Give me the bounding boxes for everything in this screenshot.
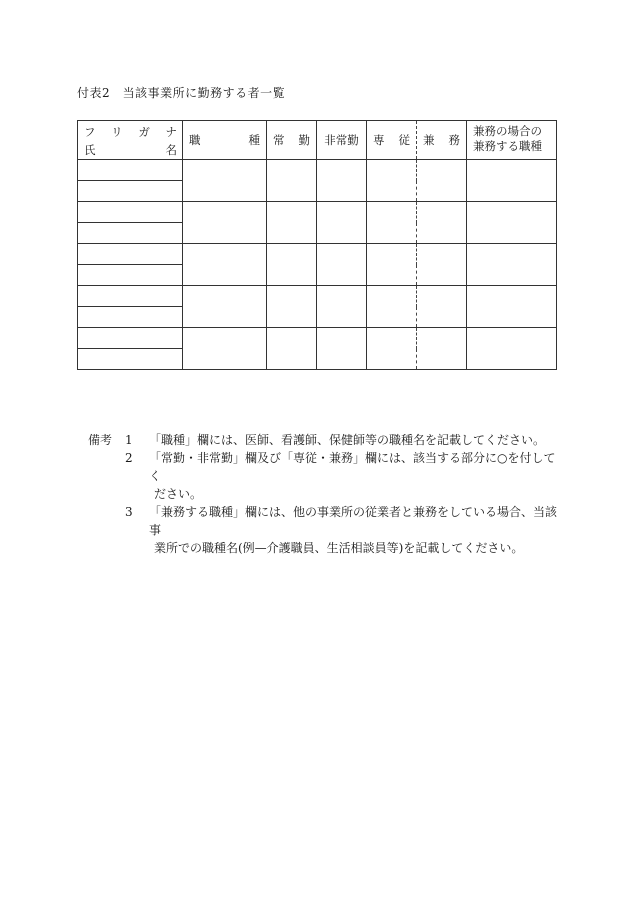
header-furigana-name bbox=[78, 121, 183, 160]
header-occupation bbox=[183, 121, 267, 160]
note-text: ださい。 bbox=[154, 487, 203, 501]
concurrent-occupation-cell[interactable] bbox=[467, 202, 557, 244]
concurrent-occupation-cell[interactable] bbox=[467, 286, 557, 328]
header-dedicated bbox=[367, 121, 417, 160]
note-number: 3 bbox=[125, 505, 133, 519]
header-fulltime bbox=[267, 121, 317, 160]
header-concurrent bbox=[417, 121, 467, 160]
concurrent-occupation-cell[interactable] bbox=[467, 328, 557, 370]
note-continuation bbox=[88, 539, 558, 557]
fulltime-cell[interactable] bbox=[267, 244, 317, 286]
occupation-cell[interactable] bbox=[183, 160, 267, 202]
occupation-cell[interactable] bbox=[183, 328, 267, 370]
dedicated-cell[interactable] bbox=[367, 244, 417, 286]
dedicated-char: 従 bbox=[398, 133, 410, 147]
name-char: 氏 bbox=[84, 143, 96, 157]
table-row bbox=[78, 328, 557, 349]
table-row bbox=[78, 286, 557, 307]
name-cell[interactable] bbox=[78, 307, 183, 328]
occupation-cell[interactable] bbox=[183, 202, 267, 244]
note-item bbox=[88, 449, 558, 485]
parttime-cell[interactable] bbox=[317, 244, 367, 286]
note-text: 「兼務する職種」欄には、他の事業所の従業者と兼務をしている場合、当該事 bbox=[149, 505, 558, 537]
table-row bbox=[78, 244, 557, 265]
fulltime-cell[interactable] bbox=[267, 202, 317, 244]
concurrent-char: 務 bbox=[448, 133, 460, 147]
furigana-cell[interactable] bbox=[78, 160, 183, 181]
parttime-cell[interactable] bbox=[317, 202, 367, 244]
occupation-char: 職 bbox=[189, 133, 201, 147]
name-char: 名 bbox=[165, 143, 177, 157]
note-number: 2 bbox=[125, 451, 133, 465]
dedicated-cell[interactable] bbox=[367, 286, 417, 328]
furigana-cell[interactable] bbox=[78, 202, 183, 223]
furigana-cell[interactable] bbox=[78, 328, 183, 349]
furigana-char: フ bbox=[84, 125, 96, 139]
fulltime-cell[interactable] bbox=[267, 160, 317, 202]
concurrent-cell[interactable] bbox=[417, 244, 467, 286]
concurrent-cell[interactable] bbox=[417, 328, 467, 370]
name-cell[interactable] bbox=[78, 349, 183, 370]
parttime-cell[interactable] bbox=[317, 328, 367, 370]
concurrent-cell[interactable] bbox=[417, 160, 467, 202]
parttime-cell[interactable] bbox=[317, 286, 367, 328]
dedicated-cell[interactable] bbox=[367, 160, 417, 202]
dedicated-cell[interactable] bbox=[367, 202, 417, 244]
note-text: 業所での職種名(例—介護職員、生活相談員等)を記載してください。 bbox=[154, 541, 524, 555]
document-title: 付表2 当該事業所に勤務する者一覧 bbox=[77, 86, 286, 100]
concurrent-occupation-cell[interactable] bbox=[467, 244, 557, 286]
note-item bbox=[88, 503, 558, 539]
furigana-char: リ bbox=[111, 125, 123, 139]
name-cell[interactable] bbox=[78, 181, 183, 202]
furigana-char: ナ bbox=[165, 125, 177, 139]
concurrent-cell[interactable] bbox=[417, 202, 467, 244]
note-number: 1 bbox=[125, 433, 133, 447]
concurrent-occupation-line: 兼務の場合の bbox=[473, 124, 542, 138]
header-concurrent-occupation bbox=[467, 121, 557, 160]
parttime-label: 非常勤 bbox=[324, 133, 359, 147]
dedicated-cell[interactable] bbox=[367, 328, 417, 370]
note-text: 「常勤・非常勤」欄及び「専従・兼務」欄には、該当する部分に○を付してく bbox=[149, 451, 556, 483]
occupation-cell[interactable] bbox=[183, 244, 267, 286]
parttime-cell[interactable] bbox=[317, 160, 367, 202]
furigana-char: ガ bbox=[138, 125, 150, 139]
furigana-cell[interactable] bbox=[78, 286, 183, 307]
name-cell[interactable] bbox=[78, 223, 183, 244]
fulltime-cell[interactable] bbox=[267, 328, 317, 370]
fulltime-char: 常 bbox=[273, 133, 285, 147]
staff-roster-table bbox=[77, 120, 557, 370]
concurrent-cell[interactable] bbox=[417, 286, 467, 328]
fulltime-cell[interactable] bbox=[267, 286, 317, 328]
table-row bbox=[78, 202, 557, 223]
name-cell[interactable] bbox=[78, 265, 183, 286]
note-text: 「職種」欄には、医師、看護師、保健師等の職種名を記載してください。 bbox=[149, 433, 546, 447]
occupation-cell[interactable] bbox=[183, 286, 267, 328]
notes-heading: 備考 bbox=[88, 433, 113, 447]
concurrent-occupation-line: 兼務する職種 bbox=[473, 139, 542, 153]
table-body bbox=[78, 160, 557, 370]
note-continuation bbox=[88, 485, 558, 503]
concurrent-occupation-cell[interactable] bbox=[467, 160, 557, 202]
notes-section bbox=[88, 431, 558, 557]
table-header-row bbox=[78, 121, 557, 160]
table-row bbox=[78, 160, 557, 181]
furigana-cell[interactable] bbox=[78, 244, 183, 265]
note-item bbox=[88, 431, 558, 449]
occupation-char: 種 bbox=[248, 133, 260, 147]
concurrent-char: 兼 bbox=[423, 133, 435, 147]
header-parttime bbox=[317, 121, 367, 160]
dedicated-char: 専 bbox=[373, 133, 385, 147]
fulltime-char: 勤 bbox=[298, 133, 310, 147]
